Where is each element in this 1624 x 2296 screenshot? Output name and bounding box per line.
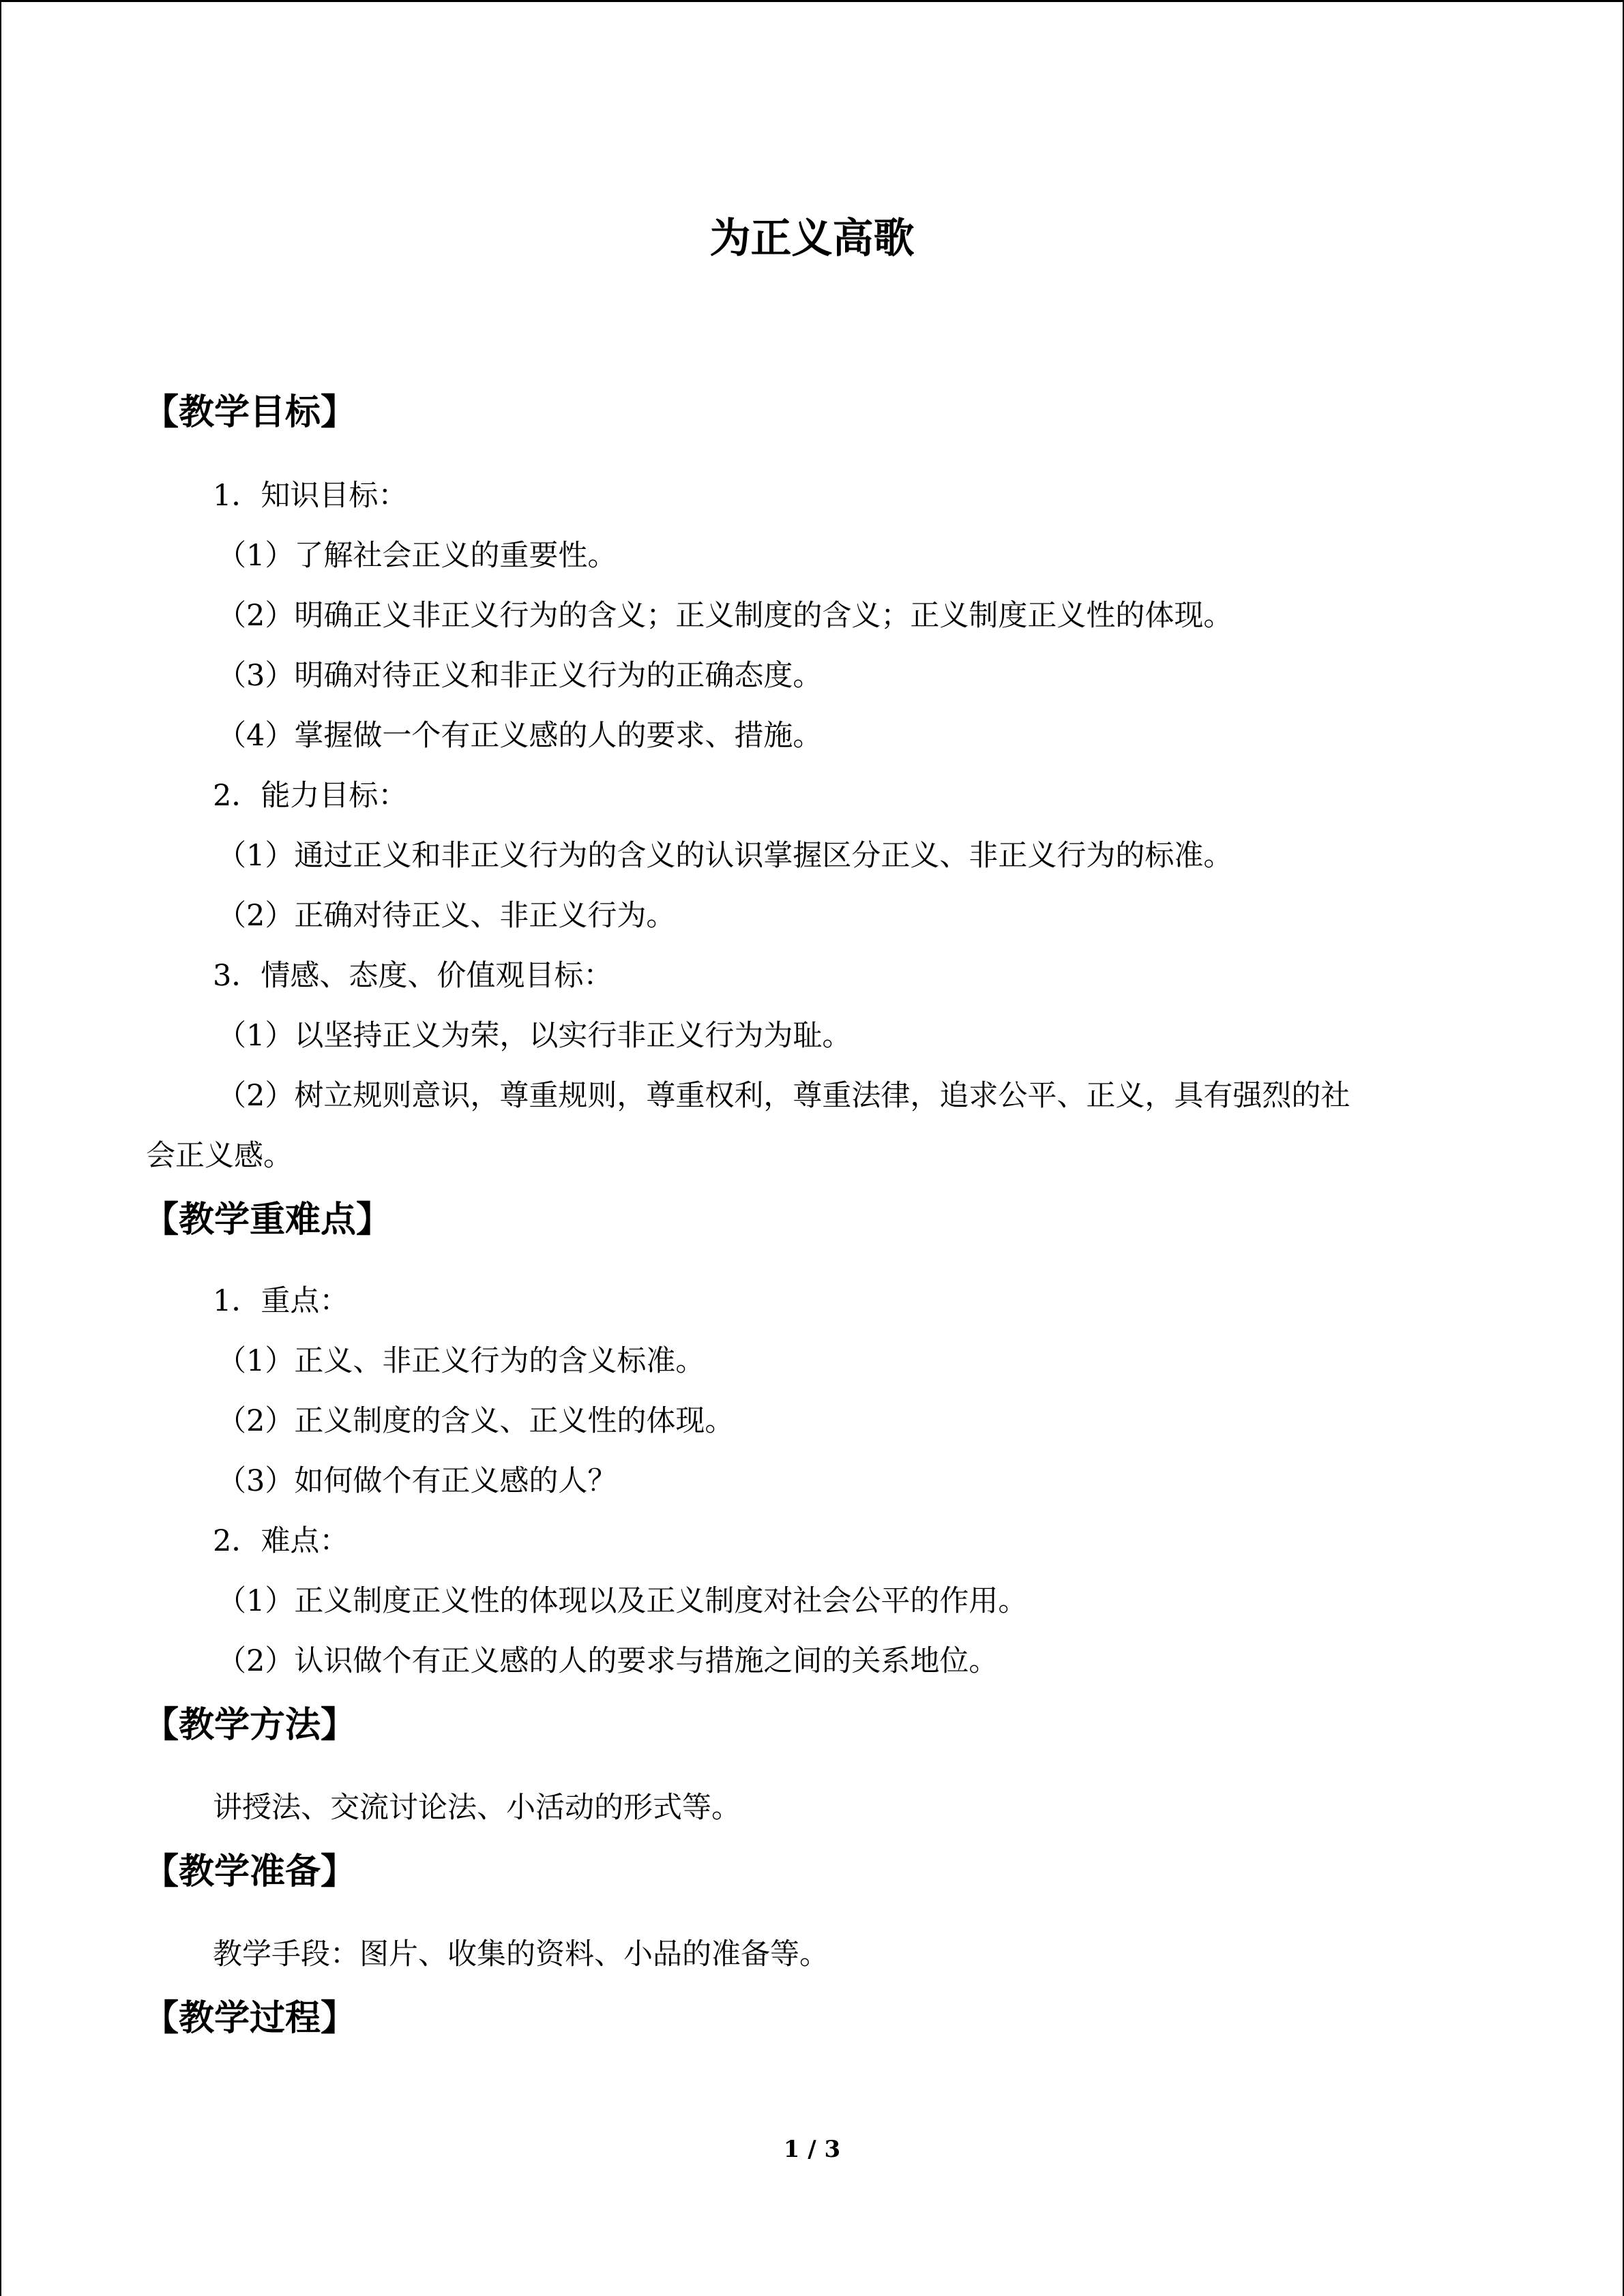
page-number: 1 / 3: [783, 2136, 841, 2163]
objectives-line: （2）树立规则意识，尊重规则，尊重权利，尊重法律，追求公平、正义，具有强烈的社: [217, 1079, 1350, 1113]
preparation-line: 教学手段：图片、收集的资料、小品的准备等。: [213, 1937, 829, 1971]
heading-preparation: 【教学准备】: [143, 1851, 357, 1892]
key-points-line: （1）正义、非正义行为的含义标准。: [217, 1344, 705, 1378]
objectives-line: （2）明确正义非正义行为的含义；正义制度的含义；正义制度正义性的体现。: [217, 599, 1233, 633]
key-points-line: （3）如何做个有正义感的人？: [217, 1464, 617, 1498]
objectives-line: （2）正确对待正义、非正义行为。: [217, 899, 676, 933]
key-points-line: （1）正义制度正义性的体现以及正义制度对社会公平的作用。: [217, 1584, 1028, 1618]
objectives-line: 3．情感、态度、价值观目标：: [213, 959, 613, 993]
key-points-line: （2）正义制度的含义、正义性的体现。: [217, 1404, 735, 1438]
objectives-line: 会正义感。: [146, 1139, 293, 1173]
objectives-line: 1．知识目标：: [213, 479, 408, 513]
key-points-line: （2）认识做个有正义感的人的要求与措施之间的关系地位。: [217, 1644, 999, 1678]
methods-line: 讲授法、交流讨论法、小活动的形式等。: [213, 1791, 741, 1825]
document-title: 为正义高歌: [709, 215, 915, 263]
objectives-line: （4）掌握做一个有正义感的人的要求、措施。: [217, 719, 823, 753]
heading-methods: 【教学方法】: [143, 1704, 357, 1746]
heading-key-points: 【教学重难点】: [143, 1199, 392, 1240]
objectives-line: （1）了解社会正义的重要性。: [217, 539, 617, 573]
objectives-line: （1）通过正义和非正义行为的含义的认识掌握区分正义、非正义行为的标准。: [217, 839, 1233, 873]
objectives-line: （1）以坚持正义为荣，以实行非正义行为为耻。: [217, 1019, 852, 1053]
key-points-line: 2．难点：: [213, 1524, 349, 1558]
key-points-line: 1．重点：: [213, 1284, 349, 1318]
heading-objectives: 【教学目标】: [143, 391, 357, 433]
objectives-line: （3）明确对待正义和非正义行为的正确态度。: [217, 659, 823, 693]
heading-process: 【教学过程】: [143, 1997, 357, 2039]
objectives-line: 2．能力目标：: [213, 779, 408, 813]
